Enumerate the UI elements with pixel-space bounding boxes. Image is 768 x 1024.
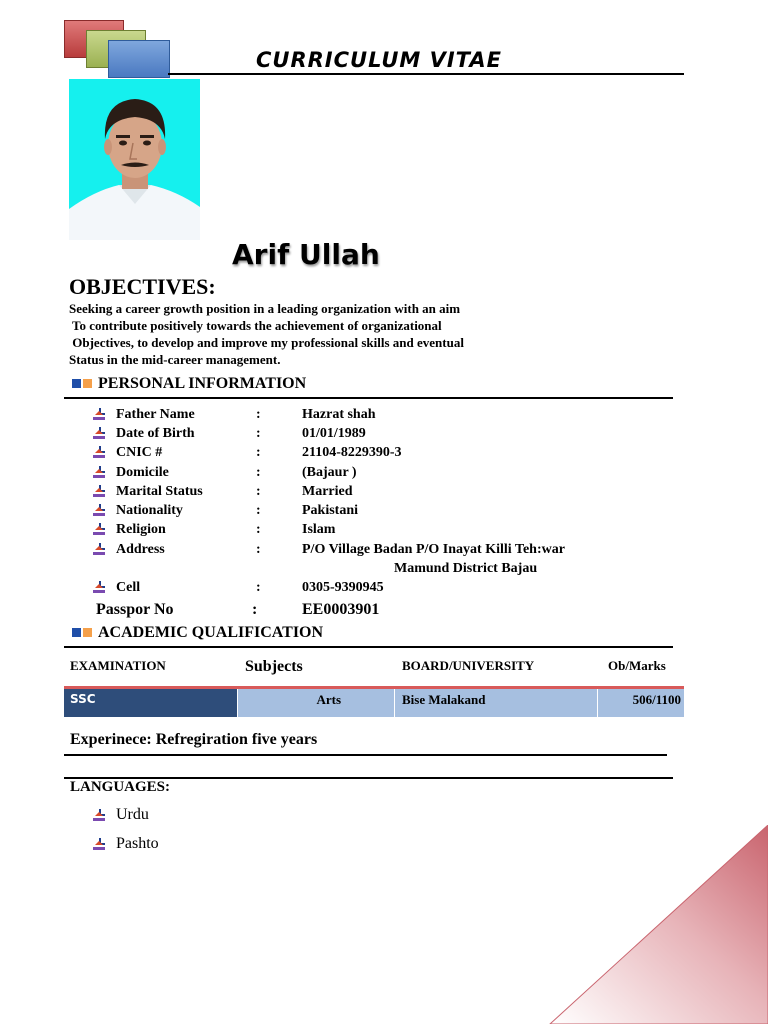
languages-heading: LANGUAGES:: [70, 779, 171, 795]
objective-line: Objectives, to develop and improve my professional skills and eventual: [69, 335, 464, 350]
field-value: 0305-9390945: [302, 580, 384, 595]
arrow-bullet-icon: [92, 809, 106, 828]
arrow-bullet-icon: [92, 485, 106, 504]
field-label: Cell: [116, 580, 141, 595]
section-rule: [64, 754, 667, 756]
field-separator: :: [256, 426, 261, 441]
field-separator: :: [256, 445, 261, 460]
field-value-continued: Mamund District Bajau: [394, 561, 538, 576]
field-value: Pakistani: [302, 503, 359, 518]
arrow-bullet-icon: [92, 838, 106, 857]
table-header-marks: Ob/Marks: [608, 658, 666, 673]
table-cell-exam: SSC: [64, 689, 237, 717]
field-row: [92, 465, 652, 483]
field-label: Date of Birth: [116, 426, 195, 441]
field-separator: :: [256, 522, 261, 537]
objective-line: To contribute positively towards the achievement of organizational: [69, 318, 442, 333]
field-label: Father Name: [116, 407, 195, 422]
field-separator: :: [256, 503, 261, 518]
arrow-bullet-icon: [92, 446, 106, 465]
objectives-heading: OBJECTIVES:: [69, 274, 216, 299]
field-label: Domicile: [116, 465, 169, 480]
person-photo-icon: [69, 79, 200, 240]
title-rule: [168, 73, 684, 75]
field-row: [92, 484, 652, 502]
arrow-bullet-icon: [92, 466, 106, 485]
field-value: (Bajaur ): [302, 465, 357, 480]
arrow-bullet-icon: [92, 504, 106, 523]
arrow-bullet-icon: [92, 408, 106, 427]
field-value: Married: [302, 484, 353, 499]
field-value: Islam: [302, 522, 336, 537]
decor-square-blue: [108, 40, 170, 78]
field-separator: :: [256, 465, 261, 480]
field-separator: :: [256, 542, 261, 557]
table-cell-marks: 506/1100: [598, 689, 684, 717]
field-row: [92, 580, 652, 598]
objective-line: Seeking a career growth position in a leading organization with an aim: [69, 301, 461, 316]
field-label: Marital Status: [116, 484, 203, 499]
field-label: CNIC #: [116, 445, 163, 460]
arrow-bullet-icon: [92, 543, 106, 562]
field-row: [92, 426, 652, 444]
table-cell-board: Bise Malakand: [395, 689, 597, 717]
field-label: Religion: [116, 522, 166, 537]
arrow-bullet-icon: [92, 581, 106, 600]
passport-label: Passpor No: [96, 601, 174, 618]
field-value: 21104-8229390-3: [302, 445, 402, 460]
field-row: [92, 503, 652, 521]
section-marker-icon: [72, 628, 81, 637]
section-marker-icon: [72, 379, 81, 388]
passport-row: [92, 601, 652, 623]
page-title: CURRICULUM VITAE: [256, 48, 502, 72]
section-rule: [64, 397, 673, 399]
field-row-address: [92, 542, 652, 580]
section-rule: [64, 646, 673, 648]
academic-heading-label: ACADEMIC QUALIFICATION: [98, 624, 324, 641]
field-separator: :: [252, 601, 258, 618]
field-value: Hazrat shah: [302, 407, 376, 422]
arrow-bullet-icon: [92, 427, 106, 446]
field-row: [92, 445, 652, 463]
table-header-board: BOARD/UNIVERSITY: [402, 658, 535, 673]
field-label: Nationality: [116, 503, 183, 518]
personal-info-heading-label: PERSONAL INFORMATION: [98, 375, 307, 392]
objectives-text: [69, 300, 464, 368]
table-header-examination: EXAMINATION: [70, 658, 166, 673]
field-separator: :: [256, 484, 261, 499]
field-row: [92, 407, 652, 425]
arrow-bullet-icon: [92, 523, 106, 542]
field-value: 01/01/1989: [302, 426, 366, 441]
field-row: [92, 522, 652, 540]
corner-triangle-decoration: [548, 825, 768, 1024]
field-value: P/O Village Badan P/O Inayat Killi Teh:war: [302, 542, 565, 557]
language-label: Pashto: [116, 835, 159, 852]
candidate-name: Arif Ullah: [232, 238, 380, 271]
experience-text: Experinece: Refregiration five years: [70, 731, 318, 748]
field-label: Address: [116, 542, 165, 557]
field-separator: :: [256, 580, 261, 595]
table-header-subjects: Subjects: [245, 658, 303, 675]
field-separator: :: [256, 407, 261, 422]
personal-info-heading: [72, 375, 306, 393]
language-label: Urdu: [116, 806, 149, 823]
objective-line: Status in the mid-career management.: [69, 352, 281, 367]
table-cell-subject: Arts: [238, 689, 394, 717]
section-marker-icon: [83, 379, 92, 388]
academic-heading: [72, 624, 323, 642]
passport-value: EE0003901: [302, 601, 380, 618]
section-marker-icon: [83, 628, 92, 637]
